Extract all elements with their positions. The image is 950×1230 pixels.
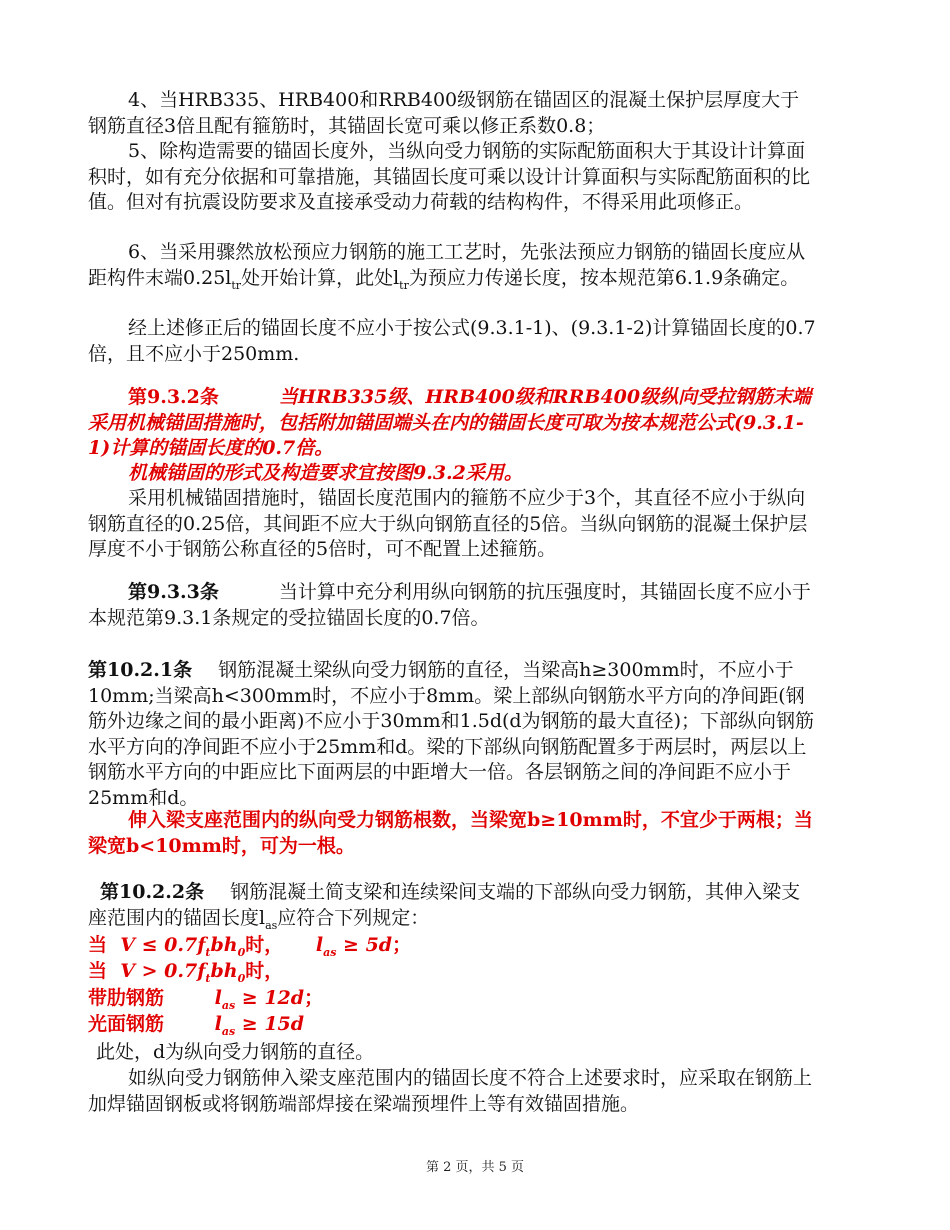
section-9-3-2-note-text: 机械锚固的形式及构造要求宜按图9.3.2采用。 <box>128 462 523 484</box>
formula-1-res-a: l <box>315 934 324 956</box>
clause-summary <box>88 316 818 367</box>
formula-3-res-b: ≥ 12d <box>235 987 305 1009</box>
formula-2-label: 当 <box>88 960 108 982</box>
clause-item-5 <box>88 139 818 216</box>
formula-4-result <box>214 1013 305 1038</box>
formula-1-when: 时， <box>245 934 284 956</box>
clause-summary-text: 经上述修正后的锚固长度不应小于按公式(9.3.1-1)、(9.3.1-2)计算锚固长度的0.7倍，且不应小于250mm. <box>88 317 816 365</box>
formula-2-cond-sub2: 0 <box>237 971 246 985</box>
formula-2-when: 时， <box>245 960 284 982</box>
formula-1-res-sub: as <box>323 945 337 959</box>
page-footer: 第 2 页，共 5 页 <box>425 1160 525 1175</box>
clause-item-6-text-a: 6、当采用骤然放松预应力钢筋的施工工艺时，先张法预应力钢筋的锚固长度应从距构件末端0.25l <box>88 241 806 289</box>
section-9-3-2-body: 当HRB335级、HRB400级和RRB400级纵向受拉钢筋末端采用机械锚固措施时，包括附加锚固端头在内的锚固长度可取为按本规范公式(9.3.1-1)计算的锚固长度的0.7倍。 <box>88 386 812 459</box>
section-10-2-1-body: 钢筋混凝土梁纵向受力钢筋的直径，当梁高h≥300mm时，不应小于10mm;当梁高h<300mm时，不应小于8mm。梁上部纵向钢筋水平方向的净间距(钢筋外边缘之间的最小距离)不应小于30mm和1.5d(d为钢筋的最大直径)；下部纵向钢筋水平方向的净间距不应小于25mm和d。梁的下部纵向钢筋配置多于两层时，两层以上钢筋水平方向的中距应比下面两层的中距增大一倍。各层钢筋之间的净间距不应小于25mm和d。 <box>88 659 814 809</box>
formula-3-end: ； <box>304 987 324 1009</box>
formula-2-cond-b: bh <box>210 960 238 982</box>
closing-paragraph-text: 如纵向受力钢筋伸入梁支座范围内的锚固长度不符合上述要求时，应采取在钢筋上加焊锚固钢板或将钢筋端部焊接在梁端预埋件上等有效锚固措施。 <box>88 1067 813 1115</box>
clause-item-6 <box>88 240 818 298</box>
section-9-3-2 <box>88 385 818 462</box>
formula-2-cond-sub: t <box>205 971 211 985</box>
formula-1-end: ； <box>392 934 412 956</box>
formula-3-res-a: l <box>214 987 222 1009</box>
section-10-2-1-red-text: 伸入梁支座范围内的纵向受力钢筋根数，当梁宽b≥10mm时，不宜少于两根；当梁宽b<10mm时，可为一根。 <box>88 809 813 857</box>
clause-item-5-text: 5、除构造需要的锚固长度外，当纵向受力钢筋的实际配筋面积大于其设计计算面积时，如有充分依据和可靠措施，其锚固长度可乘以设计计算面积与实际配筋面积的比值。但对有抗震设防要求及直接承受动力荷载的结构构件，不得采用此项修正。 <box>88 140 811 213</box>
clause-item-6-sub: tr <box>231 278 242 292</box>
section-10-2-1 <box>88 658 818 811</box>
section-9-3-3-body: 当计算中充分利用纵向钢筋的抗压强度时，其锚固长度不应小于本规范第9.3.1条规定的受拉锚固长度的0.7倍。 <box>88 581 811 629</box>
section-10-2-2-heading: 第10.2.2条 <box>100 881 205 903</box>
section-10-2-1-red <box>88 808 818 859</box>
section-9-3-2-text <box>88 486 818 563</box>
section-10-2-2-sub: as <box>265 918 278 932</box>
formula-1-cond-b: bh <box>210 934 238 956</box>
note-d <box>96 1040 826 1066</box>
section-9-3-2-note <box>88 461 818 487</box>
section-9-3-3 <box>88 580 818 631</box>
section-9-3-2-heading: 第9.3.2条 <box>128 386 219 408</box>
closing-paragraph <box>88 1066 818 1117</box>
formula-3-res-sub: as <box>221 998 236 1012</box>
section-9-3-2-text-body: 采用机械锚固措施时，锚固长度范围内的箍筋不应少于3个，其直径不应小于纵向钢筋直径的0.25倍，其间距不应大于纵向钢筋直径的5倍。当纵向钢筋的混凝土保护层厚度不小于钢筋公称直径的5倍时，可不配置上述箍筋。 <box>88 487 808 560</box>
clause-item-6-text-b: 处开始计算，此处l <box>241 266 400 289</box>
formula-1-cond-sub: t <box>205 945 211 959</box>
section-10-2-1-heading: 第10.2.1条 <box>88 659 193 681</box>
formula-2-cond-a: V > 0.7f <box>120 960 206 982</box>
formula-4-label: 光面钢筋 <box>88 1013 165 1035</box>
clause-item-4 <box>88 88 818 139</box>
formula-3-result <box>214 987 305 1012</box>
formula-1-result <box>315 934 393 959</box>
formula-1-label: 当 <box>88 934 108 956</box>
formula-4-res-b: ≥ 15d <box>235 1013 305 1035</box>
formula-1-cond-sub2: 0 <box>237 945 246 959</box>
formula-4-res-a: l <box>214 1013 222 1035</box>
formula-2-cond <box>120 960 246 985</box>
section-10-2-2-body-b: 应符合下列规定： <box>277 906 430 929</box>
formula-1-cond-a: V ≤ 0.7f <box>120 934 206 956</box>
section-9-3-3-heading: 第9.3.3条 <box>128 581 219 603</box>
section-10-2-2-body-a: 钢筋混凝土简支梁和连续梁间支端的下部纵向受力钢筋，其伸入梁支座范围内的锚固长度l <box>88 881 801 929</box>
clause-item-6-sub2: tr <box>399 278 409 292</box>
note-d-text: 此处，d为纵向受力钢筋的直径。 <box>96 1041 375 1063</box>
clause-item-6-text-c: 为预应力传递长度，按本规范第6.1.9条确定。 <box>408 266 800 289</box>
section-10-2-2 <box>88 880 818 938</box>
formula-4-res-sub: as <box>221 1024 236 1038</box>
clause-item-4-text: 4、当HRB335、HRB400和RRB400级钢筋在锚固区的混凝土保护层厚度大于钢筋直径3倍且配有箍筋时，其锚固长宽可乘以修正系数0.8； <box>88 89 800 137</box>
formula-1-res-b: ≥ 5d <box>336 934 393 956</box>
formula-1-cond <box>120 934 246 959</box>
formula-3-label: 带肋钢筋 <box>88 987 165 1009</box>
